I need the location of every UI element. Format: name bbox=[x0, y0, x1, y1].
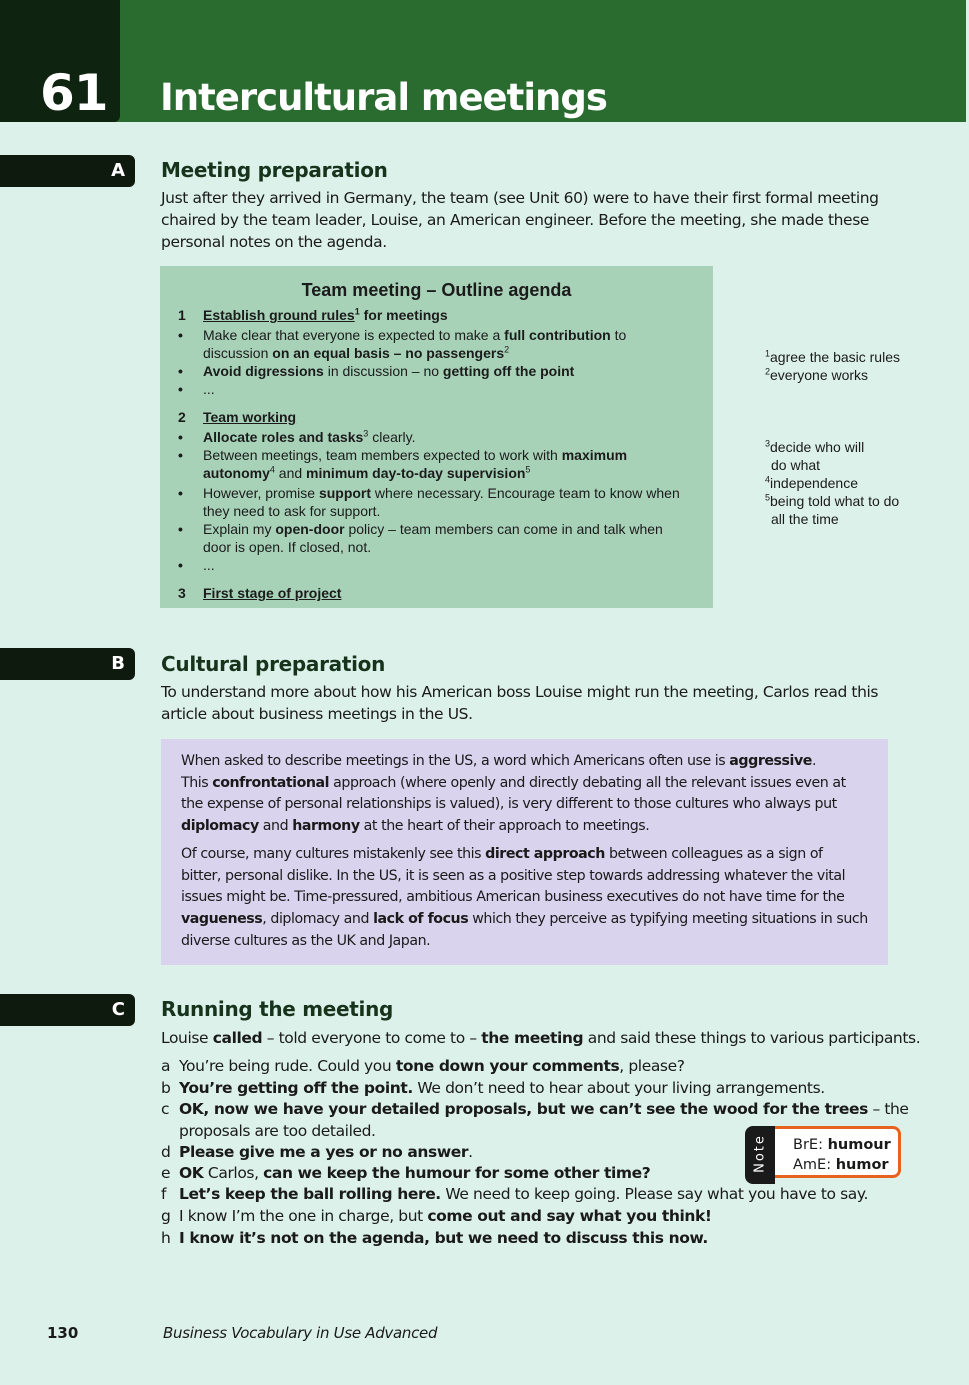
agenda-marker: • bbox=[178, 327, 183, 343]
agenda-title: Team meeting – Outline agenda bbox=[301, 280, 572, 300]
section-letter: C bbox=[111, 999, 125, 1020]
item-text: I know I’m the one in charge, but come out and say what you think! bbox=[179, 1207, 712, 1225]
section-letter: A bbox=[111, 160, 125, 181]
unit-header bbox=[0, 0, 966, 122]
agenda-marker: • bbox=[178, 447, 183, 463]
section-a-tab bbox=[0, 155, 135, 187]
section-a-title: Meeting preparation bbox=[161, 158, 388, 182]
item-text: OK Carlos, can we keep the humour for some other time? bbox=[179, 1164, 651, 1182]
item-letter: c bbox=[161, 1100, 170, 1118]
section-a-intro bbox=[161, 187, 921, 253]
agenda-marker: 2 bbox=[178, 409, 186, 425]
note-content bbox=[775, 1126, 901, 1178]
article-paragraph: When asked to describe meetings in the US, a word which Americans often use is aggressive. This confrontational approach (where openly and directly debating all the relevant issues even at the expense of personal relationships is valued), is very different to those cultures who always put diplomacy and harmony at the heart of their approach to meetings. bbox=[181, 753, 846, 835]
agenda-bullet bbox=[178, 326, 698, 362]
item-letter: h bbox=[161, 1229, 171, 1247]
note-word: humour bbox=[827, 1137, 891, 1153]
agenda-bullet bbox=[178, 446, 698, 482]
section-b-title: Cultural preparation bbox=[161, 652, 386, 676]
agenda-marker: • bbox=[178, 557, 183, 573]
phrase-item bbox=[161, 1056, 911, 1078]
agenda-text: ... bbox=[203, 557, 215, 573]
agenda-text: Explain my open-door policy – team members can come in and talk when door is open. If closed, not. bbox=[203, 521, 663, 555]
agenda-bullet bbox=[178, 362, 698, 380]
agenda-bullet bbox=[178, 380, 698, 398]
item-text: OK, now we have your detailed proposals, but we can’t see the wood for the trees – the proposals are too detailed. bbox=[179, 1100, 909, 1140]
note-tab bbox=[745, 1126, 775, 1184]
agenda-bullet bbox=[178, 484, 698, 520]
note-variant: BrE: bbox=[793, 1137, 823, 1153]
agenda-bullet bbox=[178, 520, 698, 556]
unit-number: 61 bbox=[40, 64, 108, 122]
glossary-note: $^2$everyone works bbox=[765, 366, 869, 383]
article-box bbox=[161, 739, 888, 965]
intro-line: To understand more about how his American boss Louise might run the meeting, Carlos read this bbox=[161, 683, 879, 701]
intro-line: chaired by the team leader, Louise, an American engineer. Before the meeting, she made these bbox=[161, 211, 870, 229]
note-box bbox=[745, 1126, 907, 1184]
agenda-marker: • bbox=[178, 485, 183, 501]
note-line bbox=[793, 1135, 898, 1155]
glossary-note: $^4$independence bbox=[765, 474, 858, 491]
agenda-heading bbox=[178, 306, 698, 324]
note-variant: AmE: bbox=[793, 1157, 832, 1173]
section-c-title: Running the meeting bbox=[161, 997, 394, 1021]
item-text: I know it’s not on the agenda, but we need to discuss this now. bbox=[179, 1229, 708, 1247]
item-letter: b bbox=[161, 1079, 171, 1097]
glossary-note: $^3$decide who will do what bbox=[765, 438, 865, 473]
agenda-bullet bbox=[178, 428, 698, 446]
agenda-marker: 3 bbox=[178, 585, 186, 601]
glossary-note: $^1$agree the basic rules bbox=[765, 348, 900, 365]
intro-line: Just after they arrived in Germany, the team (see Unit 60) were to have their first formal meeting bbox=[161, 189, 879, 207]
item-letter: e bbox=[161, 1164, 171, 1182]
unit-title: Intercultural meetings bbox=[160, 76, 607, 119]
agenda-text: Make clear that everyone is expected to make a full contribution to discussion on an equal basis – no passengers$^2$ bbox=[203, 327, 627, 361]
item-letter: g bbox=[161, 1207, 171, 1225]
section-letter: B bbox=[111, 653, 125, 674]
agenda-text: Team working bbox=[203, 409, 297, 425]
agenda-marker: 1 bbox=[178, 307, 186, 323]
agenda-heading bbox=[178, 584, 698, 602]
item-text: You’re getting off the point. We don’t need to hear about your living arrangements. bbox=[179, 1079, 825, 1097]
agenda-text: ... bbox=[203, 381, 215, 397]
item-text: You’re being rude. Could you tone down your comments, please? bbox=[179, 1057, 685, 1075]
item-letter: d bbox=[161, 1143, 171, 1161]
agenda-text: Allocate roles and tasks$^3$ clearly. bbox=[203, 428, 416, 445]
phrase-item bbox=[161, 1078, 911, 1100]
section-b-tab bbox=[0, 648, 135, 680]
item-letter: f bbox=[161, 1185, 167, 1203]
article-paragraph: Of course, many cultures mistakenly see this direct approach between colleagues as a sign of bitter, personal dislike. In the US, it is seen as a positive step towards addressing whatever the vital issues might be. Time-pressured, ambitious American business executives do not have time for the vagueness, diplomacy and lack of focus which they perceive as typifying meeting situations in such diverse cultures as the UK and Japan. bbox=[181, 846, 868, 949]
phrase-item bbox=[161, 1184, 911, 1206]
item-text: Let’s keep the ball rolling here. We need to keep going. Please say what you have to say. bbox=[179, 1185, 868, 1203]
item-text: Please give me a yes or no answer. bbox=[179, 1143, 473, 1161]
book-title: Business Vocabulary in Use Advanced bbox=[163, 1324, 438, 1342]
agenda-text: First stage of project bbox=[203, 585, 342, 601]
note-label: Note bbox=[752, 1134, 768, 1173]
section-c-intro: Louise called – told everyone to come to – the meeting and said these things to various participants. bbox=[161, 1029, 921, 1047]
note-line bbox=[793, 1155, 898, 1175]
agenda-box bbox=[160, 266, 713, 608]
agenda-text: However, promise support where necessary. Encourage team to know when they need to ask for support. bbox=[203, 485, 680, 519]
agenda-text: Avoid digressions in discussion – no getting off the point bbox=[203, 363, 575, 379]
intro-line: article about business meetings in the US. bbox=[161, 705, 473, 723]
item-letter: a bbox=[161, 1057, 171, 1075]
phrase-item bbox=[161, 1228, 911, 1250]
note-word: humor bbox=[835, 1157, 889, 1173]
glossary-note: $^5$being told what to do all the time bbox=[765, 492, 900, 527]
section-c-tab bbox=[0, 994, 135, 1026]
agenda-marker: • bbox=[178, 429, 183, 445]
agenda-marker: • bbox=[178, 521, 183, 537]
agenda-marker: • bbox=[178, 381, 183, 397]
intro-line: personal notes on the agenda. bbox=[161, 233, 387, 251]
section-b-intro bbox=[161, 681, 921, 725]
page-number: 130 bbox=[47, 1324, 79, 1342]
agenda-bullet bbox=[178, 556, 698, 574]
phrase-item bbox=[161, 1206, 911, 1228]
agenda-marker: • bbox=[178, 363, 183, 379]
agenda-text: Between meetings, team members expected to work with maximum autonomy$^4$ and minimum day-to-day supervision$^5$ bbox=[203, 447, 628, 481]
agenda-text: Establish ground rules$^1$ for meetings bbox=[203, 306, 448, 323]
agenda-heading bbox=[178, 408, 698, 426]
unit-number-box bbox=[0, 0, 120, 122]
